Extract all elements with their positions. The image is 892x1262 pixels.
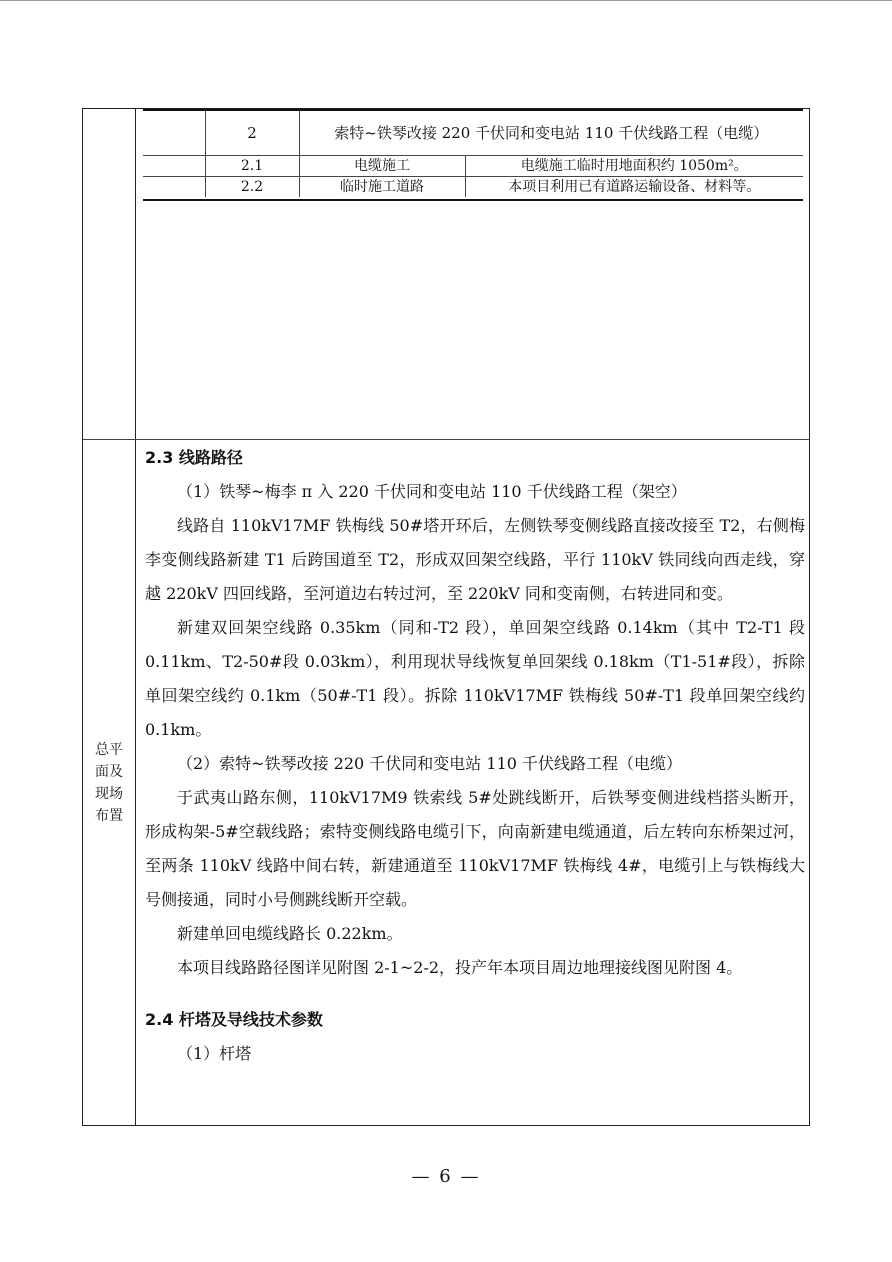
table-cell-item: 电缆施工: [299, 156, 465, 177]
paragraph: 线路自 110kV17MF 铁梅线 50#塔开环后，左侧铁琴变侧线路直接改接至 T2，右侧梅李变侧线路新建 T1 后跨国道至 T2，形成双回架空线路，平行 110kV 铁同线向西走线，穿越 220kV 四回线路，至河道边右转过河，至 220kV 同和变南侧，右转进同和变。: [145, 516, 805, 603]
table-row: [143, 111, 803, 156]
section-heading: 2.3 线路路径: [145, 448, 243, 467]
paragraph: （1）铁琴~梅李 π 入 220 千伏同和变电站 110 千伏线路工程（架空）: [177, 482, 687, 501]
table-cell-desc: 电缆施工临时用地面积约 1050m²。: [465, 156, 803, 177]
paragraph: （2）索特~铁琴改接 220 千伏同和变电站 110 千伏线路工程（电缆）: [177, 754, 683, 773]
table-row: [143, 156, 803, 177]
row-label-line: 现场: [95, 786, 123, 802]
table-cell-no: 2.2: [205, 177, 299, 198]
temporary-land-table: [143, 111, 803, 197]
form-table: [82, 108, 810, 1126]
row-label-line: 布置: [95, 808, 123, 824]
table-cell-item: 临时施工道路: [299, 177, 465, 198]
label-column-divider: [135, 109, 136, 1125]
paragraph: 本项目线路路径图详见附图 2-1~2-2，投产年本项目周边地理接线图见附图 4。: [177, 958, 743, 977]
inner-table-bottom-rule: [143, 199, 803, 201]
row-label-line: 面及: [95, 764, 123, 780]
table-cell-no: 2: [205, 111, 299, 156]
table-row: [143, 177, 803, 198]
page-top-rule: [0, 0, 892, 1]
table-cell-desc: 本项目利用已有道路运输设备、材料等。: [465, 177, 803, 198]
row-divider: [83, 439, 809, 440]
row-label-general-layout: [83, 739, 135, 827]
section-heading: 2.4 杆塔及导线技术参数: [145, 1010, 323, 1029]
section-content: [145, 441, 805, 1071]
page-number: — 6 —: [411, 1166, 481, 1187]
paragraph: 新建单回电缆线路长 0.22km。: [177, 924, 403, 943]
paragraph: 于武夷山路东侧，110kV17M9 铁索线 5#处跳线断开，后铁琴变侧进线档搭头断开，形成构架-5#空载线路；索特变侧线路电缆引下，向南新建电缆通道，后左转向东桥架过河，至两条 110kV 线路中间右转，新建通道至 110kV17MF 铁梅线 4#，电缆引上与铁梅线大号侧接通，同时小号侧跳线断开空载。: [145, 788, 805, 909]
paragraph: 新建双回架空线路 0.35km（同和-T2 段），单回架空线路 0.14km（其中 T2-T1 段 0.11km、T2-50#段 0.03km），利用现状导线恢复单回架线 0.18km（T1-51#段），拆除单回架空线约 0.1km（50#-T1 段）。拆除 110kV17MF 铁梅线 50#-T1 段单回架空线约 0.1km。: [145, 618, 805, 739]
paragraph: （1）杆塔: [177, 1044, 252, 1063]
table-cell-no: 2.1: [205, 156, 299, 177]
table-cell-title: 索特~铁琴改接 220 千伏同和变电站 110 千伏线路工程（电缆）: [299, 111, 803, 156]
row-label-line: 总平: [95, 742, 123, 758]
